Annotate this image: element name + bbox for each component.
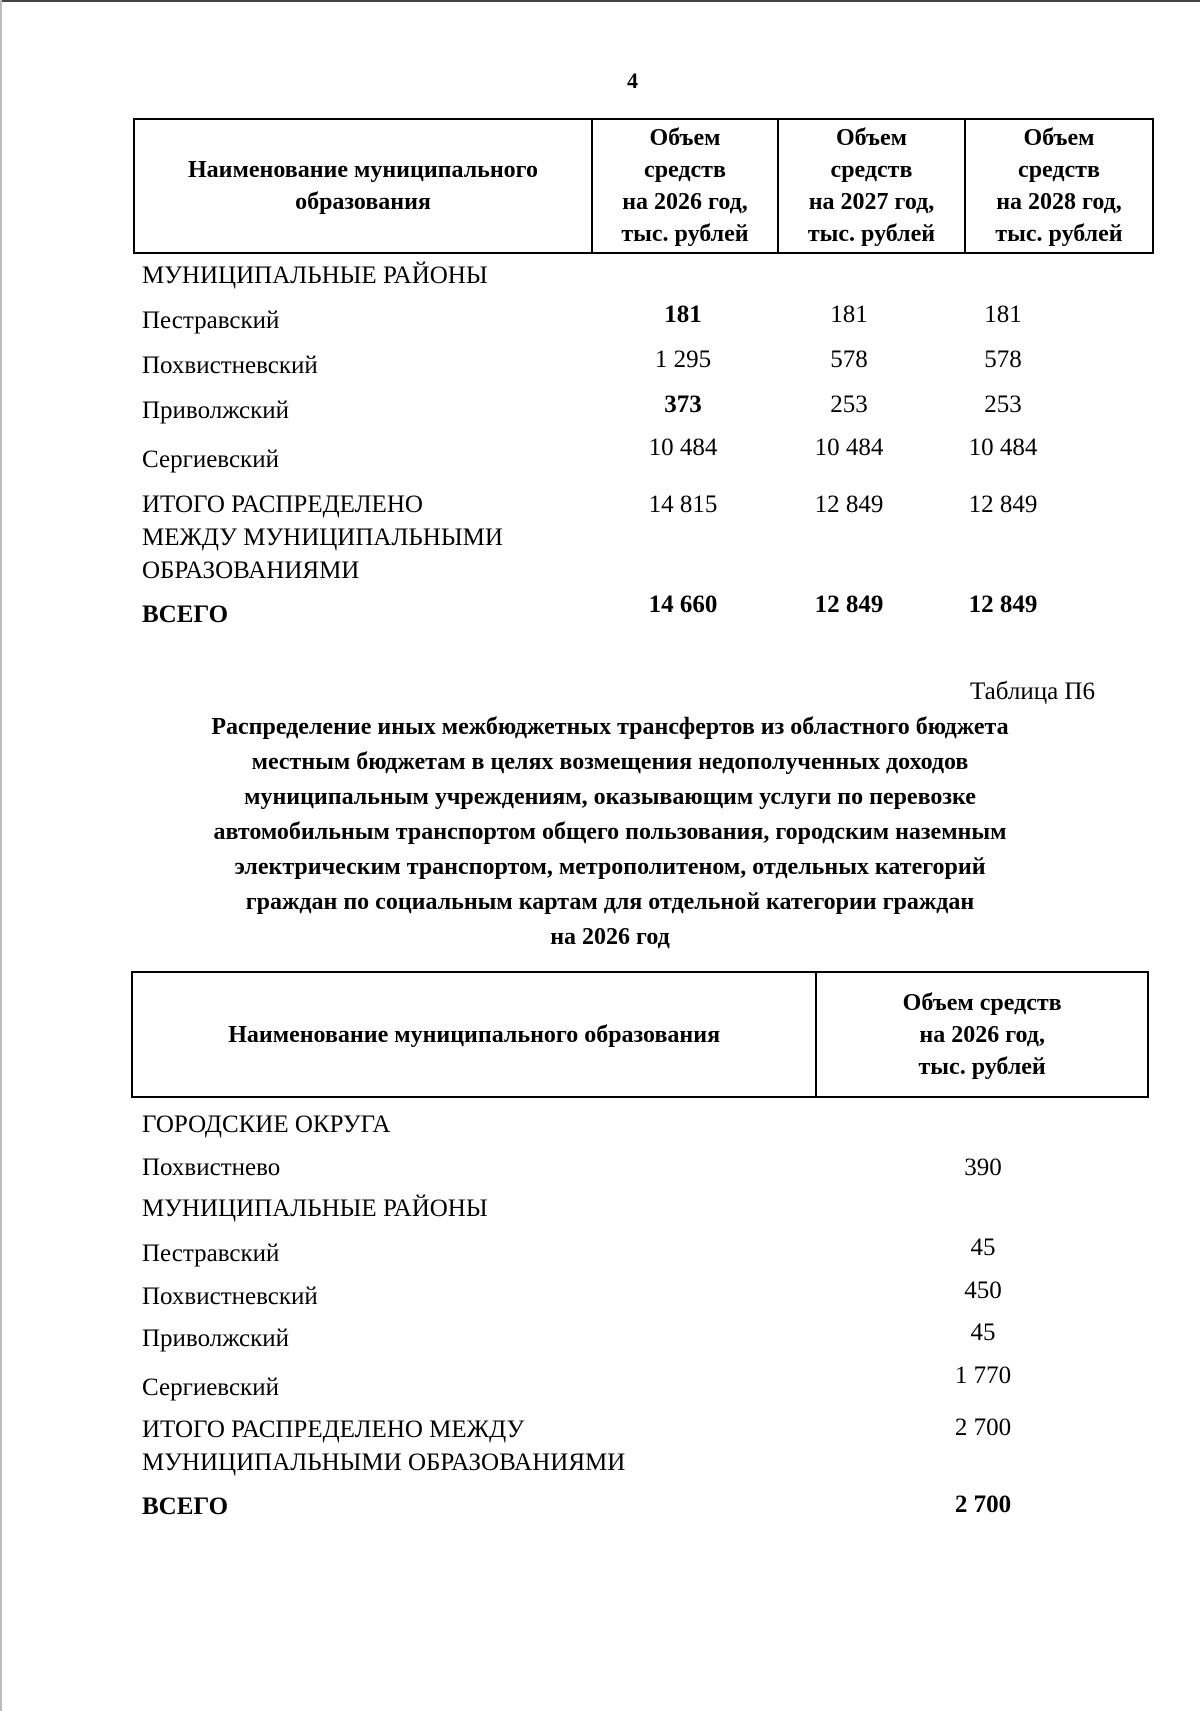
table1-header-2028: Объем средств на 2028 год, тыс. рублей — [995, 125, 1123, 247]
value-2027: 12 849 — [814, 491, 884, 518]
row-value: 390 — [964, 1154, 1002, 1181]
total-label: ВСЕГО — [142, 1493, 229, 1520]
value-2028: 253 — [984, 391, 1022, 418]
scan-border-top — [0, 0, 1200, 2]
title-line: Распределение иных межбюджетных трансфертов из областного бюджета — [211, 714, 1009, 740]
row-name: Сергиевский — [142, 446, 279, 473]
table-reference: Таблица П6 — [970, 678, 1095, 705]
table2-section-city: ГОРОДСКИЕ ОКРУГА — [142, 1111, 391, 1138]
table1-header-2027: Объем средств на 2027 год, тыс. рублей — [779, 120, 966, 252]
subtotal-label-line3: ОБРАЗОВАНИЯМИ — [142, 557, 360, 584]
row-value: 45 — [970, 1234, 996, 1261]
title-line: муниципальным учреждениям, оказывающим услуги по перевозке — [244, 784, 976, 810]
table2-header-name: Наименование муниципального образования — [133, 973, 817, 1096]
value-2026: 1 295 — [654, 346, 712, 373]
value-2026: 14 660 — [648, 591, 718, 618]
row-name: Похвистнево — [142, 1154, 281, 1181]
scan-border-left — [0, 0, 2, 1711]
title-line: граждан по социальным картам для отдельной категории граждан — [245, 889, 975, 915]
value-2027: 578 — [830, 346, 868, 373]
title-line: электрическим транспортом, метрополитеном, отдельных категорий — [234, 854, 986, 880]
table1-header — [133, 118, 1154, 254]
title-line: на 2026 год — [550, 924, 670, 950]
row-value: 2 700 — [954, 1414, 1012, 1441]
value-2026: 373 — [664, 391, 702, 418]
subtotal-label-line2: МЕЖДУ МУНИЦИПАЛЬНЫМИ — [142, 524, 503, 551]
subtotal-label-line1: ИТОГО РАСПРЕДЕЛЕНО — [142, 491, 423, 518]
value-2028: 10 484 — [968, 434, 1038, 461]
value-2027: 181 — [830, 301, 868, 328]
table1-header-name: Наименование муниципального образования — [135, 120, 593, 252]
value-2028: 12 849 — [968, 591, 1038, 618]
row-name: Сергиевский — [142, 1374, 279, 1401]
table1-section-districts: МУНИЦИПАЛЬНЫЕ РАЙОНЫ — [142, 262, 488, 289]
value-2026: 14 815 — [648, 491, 718, 518]
row-name: Пестравский — [142, 307, 280, 334]
table2-section-districts: МУНИЦИПАЛЬНЫЕ РАЙОНЫ — [142, 1195, 488, 1222]
row-name: Пестравский — [142, 1240, 280, 1267]
row-value: 1 770 — [954, 1362, 1012, 1389]
value-2028: 181 — [984, 301, 1022, 328]
value-2028: 12 849 — [968, 491, 1038, 518]
value-2026: 10 484 — [648, 434, 718, 461]
title-line: автомобильным транспортом общего пользования, городским наземным — [213, 819, 1007, 845]
subtotal-label-line1: ИТОГО РАСПРЕДЕЛЕНО МЕЖДУ — [142, 1416, 525, 1443]
row-name: Приволжский — [142, 397, 290, 424]
row-name: Приволжский — [142, 1325, 290, 1352]
total-label: ВСЕГО — [142, 601, 229, 628]
title-line: местным бюджетам в целях возмещения недополученных доходов — [251, 749, 969, 775]
row-name: Похвистневский — [142, 1283, 318, 1310]
row-value: 450 — [964, 1277, 1002, 1304]
row-value: 45 — [970, 1319, 996, 1346]
page-number-text: 4 — [627, 68, 638, 93]
value-2027: 10 484 — [814, 434, 884, 461]
table-title — [120, 710, 1100, 955]
subtotal-label-line2: МУНИЦИПАЛЬНЫМИ ОБРАЗОВАНИЯМИ — [142, 1449, 626, 1476]
value-2026: 181 — [664, 301, 702, 328]
value-2027: 253 — [830, 391, 868, 418]
value-2027: 12 849 — [814, 591, 884, 618]
table2-header — [131, 971, 1149, 1098]
table1-header-2026: Объем средств на 2026 год, тыс. рублей — [593, 120, 779, 252]
row-value: 2 700 — [954, 1491, 1012, 1518]
row-name: Похвистневский — [142, 352, 318, 379]
value-2028: 578 — [984, 346, 1022, 373]
table2-header-2026: Объем средств на 2026 год, тыс. рублей — [902, 989, 1062, 1080]
